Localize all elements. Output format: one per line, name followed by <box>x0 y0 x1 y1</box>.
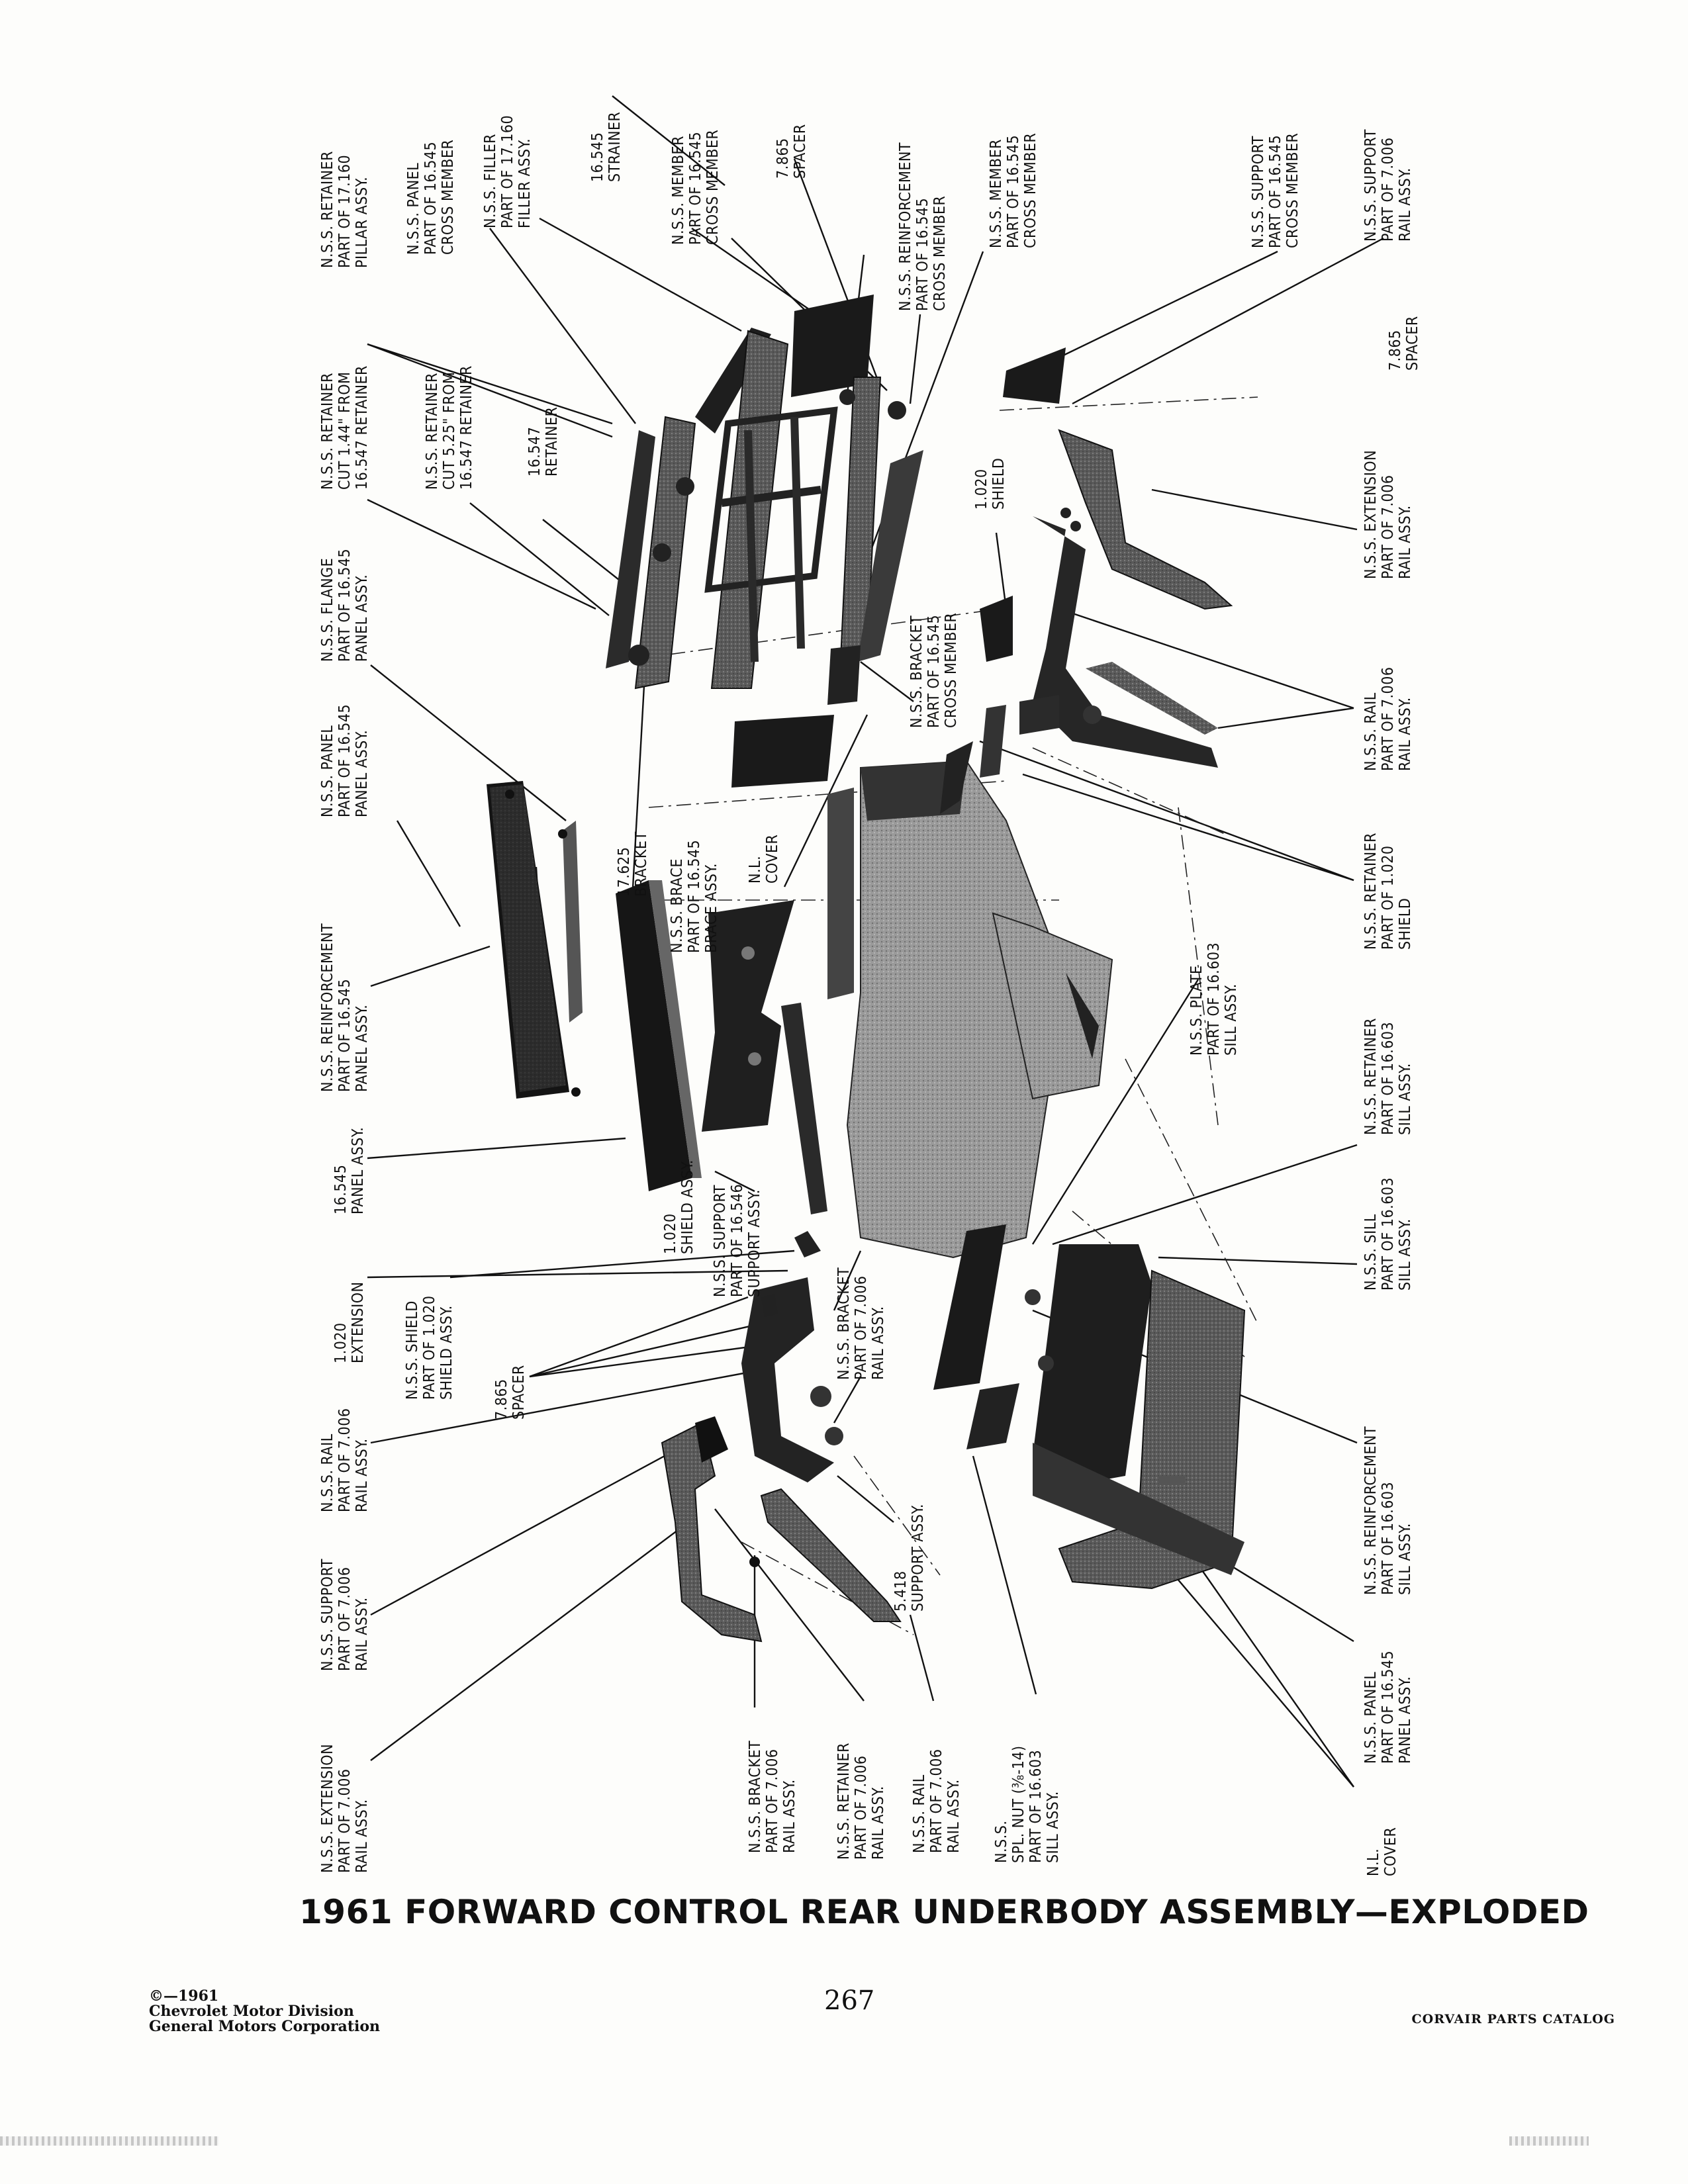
scan-artifact-left <box>0 2136 218 2146</box>
upper-cross-member-group <box>606 295 923 788</box>
copyright-corporation: General Motors Corporation <box>149 2018 381 2035</box>
right-rail-group <box>980 347 1231 778</box>
callout-sill: N.S.S. SILL PART OF 16.603 SILL ASSY. <box>1362 1177 1414 1291</box>
scan-artifact-right <box>1509 2136 1589 2146</box>
callout-retainer-pillar: N.S.S. RETAINER PART OF 17.160 PILLAR ASSY. <box>319 150 371 268</box>
callout-reinforcement-sill: N.S.S. REINFORCEMENT PART OF 16.603 SILL ASSY. <box>1362 1426 1414 1595</box>
callout-shield-assy-1020: 1.020 SHIELD ASSY. <box>662 1160 696 1254</box>
callout-extension-rail-right: N.S.S. EXTENSION PART OF 7.006 RAIL ASSY. <box>1362 449 1414 579</box>
callout-retainer-16547: 16.547 RETAINER <box>526 406 561 477</box>
callout-flange: N.S.S. FLANGE PART OF 16.545 PANEL ASSY. <box>319 548 371 662</box>
callout-reinforcement-panel: N.S.S. REINFORCEMENT PART OF 16.545 PANEL ASSY. <box>319 923 371 1092</box>
callout-support-16546: N.S.S. SUPPORT PART OF 16.546 SUPPORT ASSY. <box>712 1183 763 1297</box>
callout-panel-lower: N.S.S. PANEL PART OF 16.545 PANEL ASSY. <box>1362 1650 1414 1764</box>
central-floor-group <box>702 741 1112 1257</box>
copyright-division: Chevrolet Motor Division <box>149 2003 354 2020</box>
callout-strainer: 16.545 STRAINER <box>589 111 624 182</box>
catalog-name: CORVAIR PARTS CATALOG <box>1411 2012 1615 2026</box>
callout-plate-sill: N.S.S. PLATE PART OF 16.603 SILL ASSY. <box>1188 942 1240 1056</box>
callout-rail-lower: N.S.S. RAIL PART OF 7.006 RAIL ASSY. <box>911 1749 962 1853</box>
callout-retainer-cut-144: N.S.S. RETAINER CUT 1.44" FROM 16.547 RETAINER <box>319 365 371 490</box>
callout-support-cross-member: N.S.S. SUPPORT PART OF 16.545 CROSS MEMBER <box>1250 132 1301 248</box>
callout-shield-part-1020: N.S.S. SHIELD PART OF 1.020 SHIELD ASSY. <box>404 1295 455 1400</box>
callout-bracket-17625: 17.625 BRACKET <box>616 831 650 897</box>
callout-spacer-left: 7.865 SPACER <box>493 1365 528 1420</box>
callout-panel-cross-member: N.S.S. PANEL PART OF 16.545 CROSS MEMBER <box>405 139 457 255</box>
copyright-year: ©—1961 <box>149 1987 219 2005</box>
callout-member-cross-member-1: N.S.S. MEMBER PART OF 16.545 CROSS MEMBER <box>670 129 722 245</box>
copyright-block <box>149 1989 380 2034</box>
callout-bracket-rail-middle: N.S.S. BRACKET PART OF 7.006 RAIL ASSY. <box>835 1267 887 1380</box>
callout-retainer-sill: N.S.S. RETAINER PART OF 16.603 SILL ASSY. <box>1362 1017 1414 1135</box>
callout-brace: N.S.S. BRACE PART OF 16.545 BRACE ASSY. <box>669 839 720 953</box>
page-title: 1961 FORWARD CONTROL REAR UNDERBODY ASSEMBLY—EXPLODED <box>299 1893 1589 1931</box>
callout-support-rail-top: N.S.S. SUPPORT PART OF 7.006 RAIL ASSY. <box>1362 129 1414 242</box>
callout-cover-lower: N.L. COVER <box>1365 1827 1399 1876</box>
callout-spacer-top: 7.865 SPACER <box>774 124 809 179</box>
callout-rail-left: N.S.S. RAIL PART OF 7.006 RAIL ASSY. <box>319 1408 371 1512</box>
callout-extension-rail-left: N.S.S. EXTENSION PART OF 7.006 RAIL ASSY. <box>319 1743 371 1873</box>
callout-bracket-rail-lower: N.S.S. BRACKET PART OF 7.006 RAIL ASSY. <box>747 1740 798 1853</box>
callout-extension-1020: 1.020 EXTENSION <box>332 1281 367 1363</box>
page-number: 267 <box>824 1985 875 2016</box>
callout-bracket-cross-member: N.S.S. BRACKET PART OF 16.545 CROSS MEMBER <box>908 612 960 728</box>
callout-member-cross-member-2: N.S.S. MEMBER PART OF 16.545 CROSS MEMBER <box>988 132 1039 248</box>
callout-reinforcement-cross-member: N.S.S. REINFORCEMENT PART OF 16.545 CROSS MEMBER <box>897 142 949 311</box>
callout-rail-right: N.S.S. RAIL PART OF 7.006 RAIL ASSY. <box>1362 666 1414 771</box>
callout-panel-assy-16545: 16.545 PANEL ASSY. <box>332 1126 367 1214</box>
callout-support-rail-left: N.S.S. SUPPORT PART OF 7.006 RAIL ASSY. <box>319 1559 371 1671</box>
callout-spacer-right: 7.865 SPACER <box>1387 316 1421 371</box>
callout-retainer-cut-525: N.S.S. RETAINER CUT 5.25" FROM 16.547 RETAINER <box>424 365 475 490</box>
sill-assembly-group <box>933 1224 1244 1588</box>
callout-support-assy-5418: 5.418 SUPPORT ASSY. <box>892 1504 927 1612</box>
callout-retainer-rail-lower: N.S.S. RETAINER PART OF 7.006 RAIL ASSY. <box>835 1742 887 1860</box>
callout-shield-1020: 1.020 SHIELD <box>973 457 1008 510</box>
callout-special-nut: N.S.S. SPL. NUT (⅜-14) PART OF 16.603 SILL ASSY. <box>993 1745 1062 1863</box>
callout-panel-panel-assy: N.S.S. PANEL PART OF 16.545 PANEL ASSY. <box>319 704 371 817</box>
callout-filler: N.S.S. FILLER PART OF 17.160 FILLER ASSY. <box>482 114 534 228</box>
callout-retainer-shield: N.S.S. RETAINER PART OF 1.020 SHIELD <box>1362 832 1414 950</box>
callout-cover-upper: N.L. COVER <box>747 834 781 884</box>
